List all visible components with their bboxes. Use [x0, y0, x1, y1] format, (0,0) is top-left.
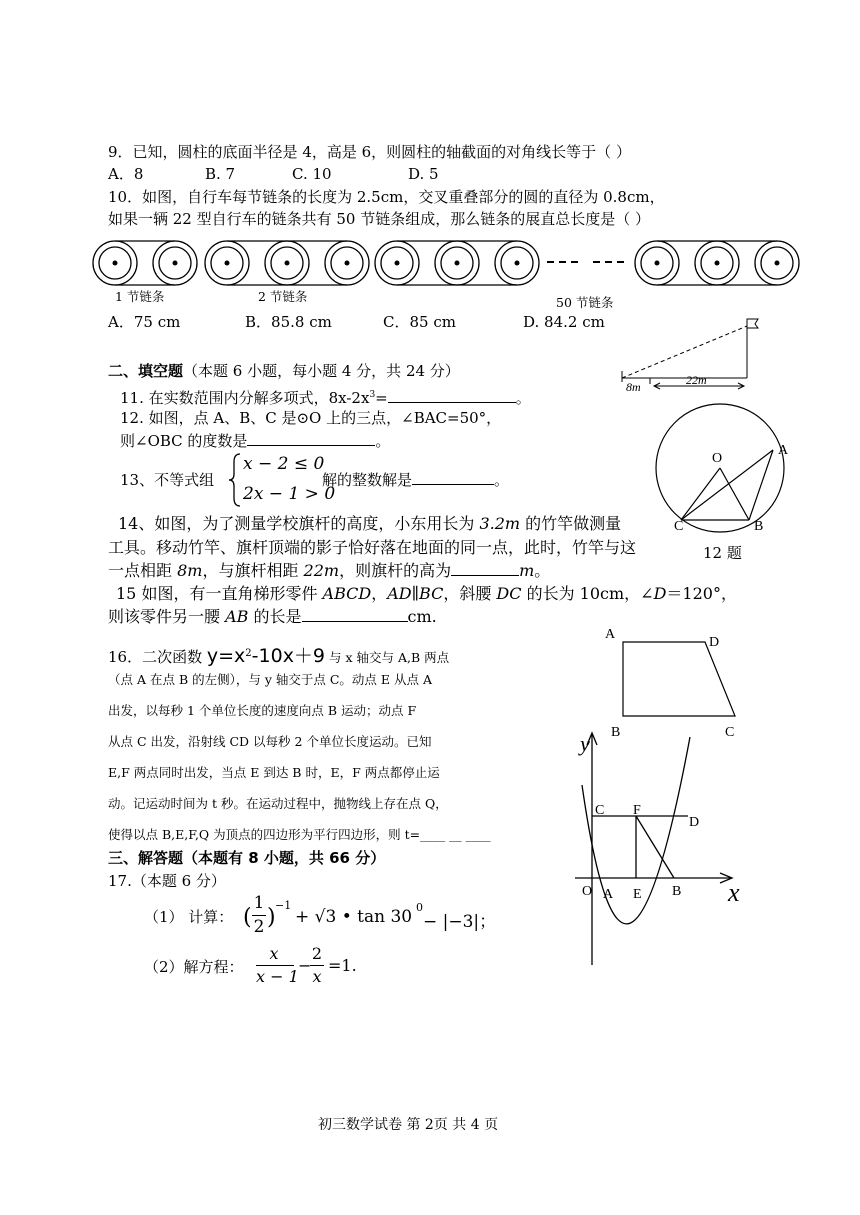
q13-ineq2: 2x − 1 > 0 — [243, 484, 336, 504]
q14-l3e: ，则旗杆的高为 — [339, 561, 452, 580]
q17-deg: 0 — [416, 901, 423, 914]
q14-l1a: 14、如图，为了测量学校旗杆的高度，小东用长为 — [118, 514, 480, 533]
trap-label-a: A — [605, 627, 616, 642]
q15-l2c: 的长是 — [248, 607, 302, 626]
q11 — [120, 385, 531, 408]
q14-line1 — [118, 514, 621, 534]
axis-label-x: x — [728, 878, 740, 907]
para-label-c: C — [595, 803, 605, 818]
q17-exp: −1 — [275, 899, 292, 912]
q15-l1a: 15 如图，有一直角梯形零件 — [116, 584, 323, 603]
trap-label-c: C — [725, 725, 735, 740]
chain-link-1 — [93, 241, 197, 285]
q17-num1: x — [269, 944, 279, 963]
q14-line2: 工具。移动竹竿、旗杆顶端的影子恰好落在地面的同一点，此时，竹竿与这 — [108, 538, 637, 557]
q14-l3a: 一点相距 — [108, 561, 178, 580]
q15-line1 — [116, 584, 737, 604]
q10-option-b: B．85.8 cm — [245, 313, 332, 331]
q17-rhs: =1. — [328, 956, 357, 975]
q14-l1c: 的竹竿做测量 — [520, 514, 622, 533]
q15-l2a: 则该零件另一腰 — [108, 607, 226, 626]
para-label-a: A — [603, 887, 614, 902]
q15-line2 — [108, 607, 437, 627]
circle-label-o: O — [712, 451, 723, 466]
q16-line1 — [108, 641, 449, 671]
q15-l1c: ， — [371, 584, 388, 603]
q17-den1: x − 1 — [256, 967, 299, 986]
chain-label-1: 1 节链条 — [115, 289, 165, 304]
q14-l3c: ，与旗杆相距 — [202, 561, 304, 580]
q17-rest: + √3 • tan 30 — [295, 907, 413, 927]
q9-option-c: C. 10 — [292, 165, 332, 183]
q15-unit: cm. — [407, 607, 437, 626]
q15-l2b: AB — [225, 607, 249, 626]
q15-l1g: 的长为 10cm，∠ — [521, 584, 654, 603]
q16-l1d: 与 x 轴交与 A,B 两点 — [325, 650, 450, 665]
q11-answer-blank[interactable] — [388, 388, 516, 403]
q12-end: 。 — [375, 432, 391, 450]
q9-option-b: B. 7 — [205, 165, 236, 183]
q13-answer-blank[interactable] — [412, 470, 494, 485]
section2-header — [108, 361, 460, 381]
q13-ineq1: x − 2 ≤ 0 — [243, 454, 325, 474]
q17-part2-label: （2）解方程： — [144, 958, 244, 976]
axis-label-y: y — [580, 731, 590, 756]
para-label-b: B — [672, 884, 682, 899]
q16-l1c: -10x＋9 — [251, 645, 326, 667]
q13-brace — [228, 452, 242, 508]
q14-l3b: 8m — [177, 561, 203, 580]
flag-label-8m: 8m — [626, 380, 641, 394]
chain-label-50: 50 节链条 — [556, 295, 614, 310]
chain-label-2: 2 节链条 — [258, 289, 308, 304]
q15-l1e: ，斜腰 — [443, 584, 497, 603]
trap-label-d: D — [709, 635, 720, 650]
q13-end: 。 — [494, 471, 510, 489]
q9-option-d: D. 5 — [408, 165, 439, 183]
q13-prefix: 13、不等式组 — [120, 471, 215, 489]
para-label-o: O — [582, 884, 593, 899]
q15-l1f: DC — [496, 584, 522, 603]
q17-head: 17.（本题 6 分） — [108, 872, 226, 890]
q13-text: 解的整数解是 — [322, 471, 413, 489]
q16-line6: 动。记运动时间为 t 秒。在运动过程中，抛物线上存在点 Q， — [108, 796, 448, 811]
q10-option-c: C．85 cm — [383, 313, 456, 331]
flag-label-22m: 22m — [686, 373, 707, 387]
q10-stem-line2: 如果一辆 22 型自行车的链条共有 50 节链条组成，那么链条的展直总长度是（ ） — [108, 210, 651, 228]
para-label-d: D — [689, 815, 700, 830]
q11-end: 。 — [515, 389, 531, 407]
q10-option-d: D. 84.2 cm — [523, 313, 605, 331]
q16-line7 — [108, 825, 491, 845]
circle-label-c: C — [674, 519, 684, 534]
q16-answer-blank[interactable]: ____ __ ____ — [420, 827, 491, 842]
q11-exponent: 3 — [369, 390, 376, 400]
q17-frac-num: 1 — [253, 893, 265, 913]
q16-line5: E,F 两点同时出发，当点 E 到达 B 时，E，F 两点都停止运 — [108, 765, 440, 780]
q12-line2 — [120, 431, 390, 451]
page-footer: 初三数学试卷 第 2页 共 4 页 — [318, 1117, 499, 1133]
circle-figure — [650, 398, 800, 538]
q16-l7: 使得以点 B,E,F,Q 为顶点的四边形为平行四边形，则 t= — [108, 827, 421, 842]
q9-stem: 9．已知，圆柱的底面半径是 4，高是 6，则圆柱的轴截面的对角线长等于（ ） — [108, 143, 631, 161]
fig12-caption: 12 题 — [703, 544, 742, 562]
q10-option-a: A．75 cm — [108, 313, 181, 331]
q11-text: 11. 在实数范围内分解多项式，8x-2x — [120, 389, 370, 407]
q17-frac-den: 2 — [253, 917, 265, 937]
q16-exponent: 2 — [245, 648, 252, 659]
q12-line1: 12. 如图，点 A、B、C 是⊙O 上的三点，∠BAC=50°， — [120, 409, 502, 427]
q14-answer-blank[interactable] — [451, 561, 519, 576]
q17-part2-expr: x x − 1 − 2 x =1. — [256, 944, 357, 986]
q9-option-a: A．8 — [108, 165, 144, 183]
q12-text: 则∠OBC 的度数是 — [120, 432, 248, 450]
q15-answer-blank[interactable] — [302, 607, 408, 622]
q11-eq: = — [375, 389, 388, 407]
q16-line2: （点 A 在点 B 的左侧），与 y 轴交于点 C。动点 E 从点 A — [108, 672, 432, 687]
q13-suffix — [322, 470, 509, 490]
q16-line3: 出发，以每秒 1 个单位长度的速度向点 B 运动；动点 F — [108, 703, 417, 718]
q14-l1b: 3.2m — [479, 514, 521, 533]
q17-den2: x — [312, 967, 322, 986]
section3-title: 三、解答题（本题有 8 小题，共 66 分） — [108, 849, 386, 867]
flagpole-figure — [612, 316, 772, 396]
q17-part1-label: （1） 计算： — [144, 908, 234, 926]
para-label-e: E — [633, 887, 642, 902]
section2-note: （本题 6 小题，每小题 4 分，共 24 分） — [183, 362, 460, 380]
section2-title: 二、填空题 — [108, 362, 184, 380]
q14-end: 。 — [534, 561, 551, 580]
q16-l1a: 16．二次函数 — [108, 648, 207, 666]
q14-unit: m — [519, 561, 535, 580]
q14-line3 — [108, 561, 550, 581]
q14-l3d: 22m — [303, 561, 340, 580]
q15-l1i: ＝120°， — [666, 584, 737, 603]
circle-label-a: A — [778, 443, 789, 458]
q16-l1b: y=x — [206, 645, 246, 667]
para-label-f: F — [633, 803, 641, 818]
circle-label-b: B — [754, 519, 764, 534]
q17-tail: − |−3|； — [423, 912, 497, 932]
chain-figure — [85, 235, 805, 295]
q16-line4: 从点 C 出发，沿射线 CD 以每秒 2 个单位长度运动。已知 — [108, 734, 432, 749]
q17-num2: 2 — [311, 944, 323, 963]
q15-l1h: D — [653, 584, 667, 603]
q10-stem-line1: 10．如图，自行车每节链条的长度为 2.5cm，交叉重叠部分的圆的直径为 0.8cm， — [108, 188, 665, 206]
q15-l1b: ABCD — [322, 584, 372, 603]
q12-answer-blank[interactable] — [247, 431, 375, 446]
q15-l1d: AD∥BC — [387, 584, 444, 603]
parabola-figure — [570, 725, 755, 975]
trap-label-b: B — [611, 725, 621, 740]
